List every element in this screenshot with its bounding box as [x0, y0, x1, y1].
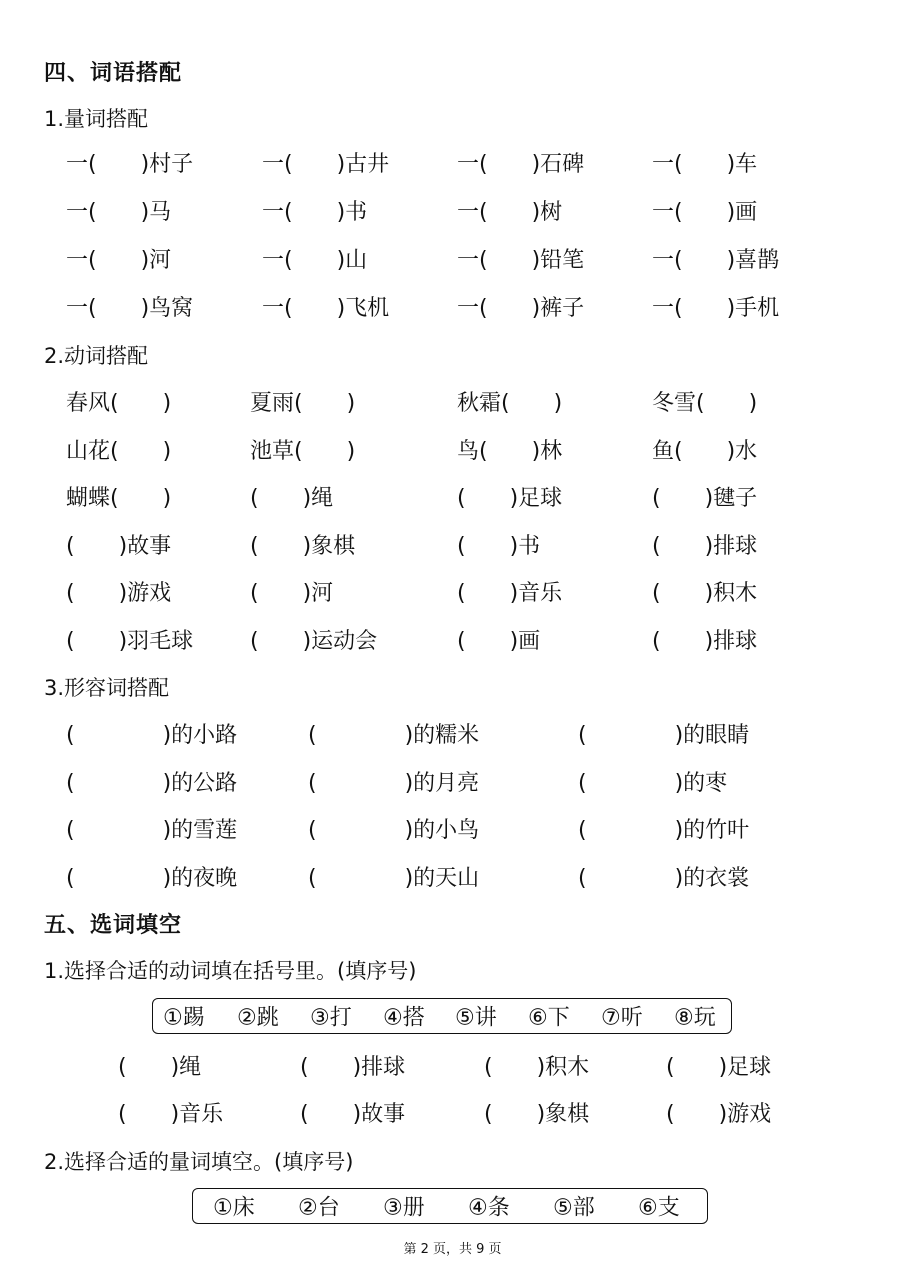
fill-blank-item: 池草( ): [250, 438, 356, 464]
fill-blank-item: ( )的月亮: [308, 770, 480, 796]
option-item: ⑤部: [553, 1195, 595, 1221]
option-item: ⑥支: [638, 1195, 680, 1221]
fill-blank-item: 一( )树: [457, 200, 563, 225]
fill-blank-item: 一( )喜鹊: [652, 248, 780, 273]
option-item: ②跳: [237, 1005, 279, 1031]
fill-blank-item: 一( )石碑: [457, 152, 585, 177]
fill-blank-item: 冬雪( ): [652, 391, 758, 416]
option-item: ⑦听: [601, 1005, 643, 1031]
fill-blank-item: ( )的枣: [578, 770, 728, 796]
option-item: ③册: [383, 1195, 425, 1221]
fill-blank-item: ( )音乐: [457, 581, 563, 606]
option-item: ①踢: [163, 1005, 205, 1031]
fill-blank-item: ( )毽子: [652, 486, 758, 511]
fill-blank-item: ( )足球: [457, 486, 563, 511]
fill-blank-item: 一( )古井: [262, 152, 390, 177]
fill-blank-item: 鱼( )水: [652, 438, 758, 464]
option-item: ⑧玩: [674, 1005, 716, 1031]
fill-blank-item: ( )游戏: [666, 1102, 772, 1127]
fill-blank-item: ( )故事: [66, 533, 172, 559]
fill-blank-item: ( )音乐: [118, 1102, 224, 1127]
fill-blank-item: ( )的小路: [66, 723, 238, 748]
option-item: ⑥下: [528, 1005, 570, 1031]
fill-blank-item: ( )绳: [118, 1055, 202, 1080]
section-5-title: 五、选词填空: [44, 913, 183, 938]
fill-blank-item: 一( )山: [262, 248, 368, 273]
fill-blank-item: 秋霜( ): [457, 391, 563, 416]
measure-options-box: [192, 1188, 708, 1224]
fill-blank-item: ( )的小鸟: [308, 818, 480, 843]
fill-blank-item: ( )的天山: [308, 865, 480, 891]
fill-blank-item: ( )积木: [652, 581, 758, 606]
fill-blank-item: ( )的公路: [66, 770, 238, 796]
fill-blank-item: ( )积木: [484, 1055, 590, 1080]
fill-blank-item: 鸟( )林: [457, 438, 563, 464]
fill-blank-item: 一( )村子: [66, 152, 194, 177]
verb-options-box: [152, 998, 732, 1034]
option-item: ④条: [468, 1195, 510, 1221]
fill-blank-item: ( )故事: [300, 1102, 406, 1127]
option-item: ③打: [310, 1005, 352, 1031]
fill-blank-item: ( )的眼睛: [578, 723, 750, 748]
fill-blank-item: 一( )裤子: [457, 296, 585, 321]
section-5-part-1-label: 1.选择合适的动词填在括号里。(填序号): [44, 959, 417, 983]
fill-blank-item: ( )排球: [300, 1055, 406, 1080]
fill-blank-item: ( )的糯米: [308, 723, 480, 748]
fill-blank-item: 一( )马: [66, 200, 172, 225]
section-5-part-2-label: 2.选择合适的量词填空。(填序号): [44, 1150, 354, 1174]
fill-blank-item: ( )象棋: [250, 533, 356, 559]
fill-blank-item: 一( )画: [652, 200, 758, 225]
fill-blank-item: 一( )手机: [652, 296, 780, 321]
option-item: ④搭: [383, 1005, 425, 1031]
fill-blank-item: ( )画: [457, 628, 541, 654]
fill-blank-item: 一( )飞机: [262, 296, 390, 321]
section-4-part-2-label: 2.动词搭配: [44, 344, 149, 368]
fill-blank-item: 山花( ): [66, 438, 172, 464]
fill-blank-item: ( )运动会: [250, 628, 378, 654]
fill-blank-item: ( )羽毛球: [66, 628, 194, 654]
fill-blank-item: 一( )河: [66, 248, 172, 273]
section-4-part-1-label: 1.量词搭配: [44, 107, 149, 131]
fill-blank-item: ( )绳: [250, 486, 334, 511]
option-item: ⑤讲: [455, 1005, 497, 1031]
section-4-part-3-label: 3.形容词搭配: [44, 676, 170, 700]
fill-blank-item: 一( )车: [652, 152, 758, 177]
fill-blank-item: ( )排球: [652, 628, 758, 654]
fill-blank-item: ( )游戏: [66, 581, 172, 606]
fill-blank-item: 春风( ): [66, 391, 172, 416]
fill-blank-item: 一( )铅笔: [457, 248, 585, 273]
fill-blank-item: ( )的夜晚: [66, 865, 238, 891]
fill-blank-item: ( )的雪莲: [66, 818, 238, 843]
fill-blank-item: ( )象棋: [484, 1102, 590, 1127]
fill-blank-item: 蝴蝶( ): [66, 486, 172, 511]
fill-blank-item: ( )足球: [666, 1055, 772, 1080]
fill-blank-item: 夏雨( ): [250, 391, 356, 416]
fill-blank-item: ( )河: [250, 581, 334, 606]
fill-blank-item: ( )的衣裳: [578, 865, 750, 891]
option-item: ②台: [298, 1195, 340, 1221]
fill-blank-item: 一( )鸟窝: [66, 296, 194, 321]
fill-blank-item: ( )的竹叶: [578, 818, 750, 843]
fill-blank-item: ( )书: [457, 533, 541, 559]
fill-blank-item: ( )排球: [652, 533, 758, 559]
fill-blank-item: 一( )书: [262, 200, 368, 225]
section-4-title: 四、词语搭配: [44, 61, 183, 86]
option-item: ①床: [213, 1195, 255, 1221]
page-number: 第 2 页，共 9 页: [403, 1242, 502, 1257]
